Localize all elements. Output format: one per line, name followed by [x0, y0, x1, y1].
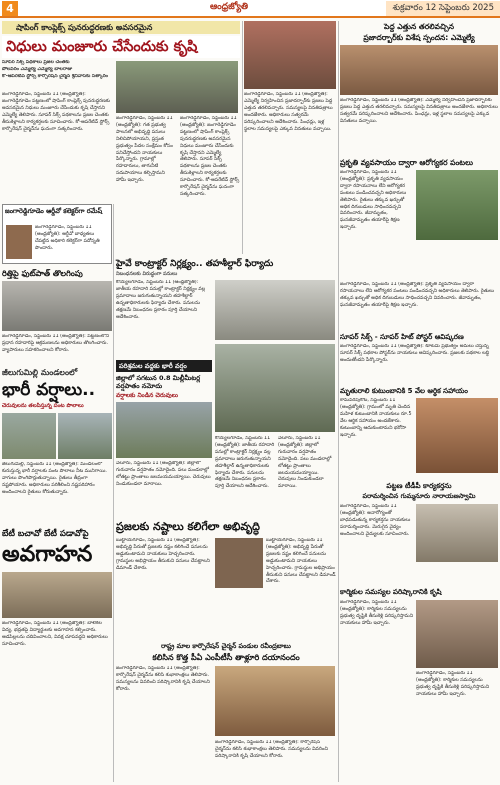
highway-sub: నిబంధనలకు విరుద్ధంగా పనులు — [116, 271, 178, 277]
shopping-kicker-banner — [2, 21, 240, 34]
shopping-kicker: షాపింగ్ కాంప్లెక్స్ పునరుద్ధరణకు అవసరమైన — [16, 23, 153, 32]
shopping-bullets — [2, 60, 112, 88]
shopping-body: జంగారెడ్డిగూడెం, సెప్టెంబరు 11 (ఆంధ్రజ్యోతి): జంగారెడ్డిగూడెం పట్టణంలో షాపింగ్ కాంప్లెక్స్ పునరుద్ధరణకు అవసరమైన నిధులు మంజూరు చేసేందుకు కృషి చేస్తానని ఎమ్మెల్యే తెలిపారు. సూపర్ సిక్స్ పథకాలను ప్రజల చెంతకు తీసుకెళ్లాలని కార్యకర్తలకు సూచించారు. కో-ఆపరేటివ్ స్టోర్స్ కార్పొరేషన్ చైర్మన్‌ను ఘనంగా సత్కరించారు. — [2, 92, 111, 132]
mla-photo — [340, 45, 498, 95]
rains-photo-1 — [2, 413, 56, 459]
bc-corp-kicker: రాష్ట్ర మాల కార్పొరేషన్ చైర్మన్ పండుల రవీంద్రబాబు — [161, 642, 291, 650]
supersix-body: జంగారెడ్డిగూడెం, సెప్టెంబరు 11 (ఆంధ్రజ్యోతి): కూటమి ప్రభుత్వం అమలు చేస్తున్న సూపర్ సిక్స్ పథకాల పోస్టర్‌ను నాయకులు ఆవిష్కరించారు. ప్రజలకు పథకాల లబ్ధి అందుతోందని పేర్కొన్నారు. — [340, 344, 490, 363]
page-header — [0, 0, 500, 18]
rainfall-headline: జిల్లాలో సగటున 0.8 మిల్లీమీటర్ల వర్షపాతం నమోదు — [116, 374, 201, 390]
bc-corp-headline: కలిసిన కొత్త పీఏ ఎంపీటీసీ తాళ్లూరి దయానందం — [152, 653, 300, 662]
highway-photo — [215, 280, 335, 340]
mla-body: జంగారెడ్డిగూడెం, సెప్టెంబరు 11 (ఆంధ్రజ్యోతి): ఎమ్మెల్యే నిర్వహించిన ప్రజాదర్బార్‌కు ప్రజలు పెద్ద ఎత్తున తరలివచ్చారు. సమస్యలపై వినతిపత్రాలు అందజేశారు. అధికారులు సత్వరమే పరిష్కరించాలని ఆదేశించారు. పింఛన్లు, ఇళ్ల స్థలాల సమస్యలపై ఎక్కువ వినతులు వచ్చాయి. — [340, 98, 498, 124]
highway-body: కొయ్యలగూడెం, సెప్టెంబరు 11 (ఆంధ్రజ్యోతి): జాతీయ రహదారి పనుల్లో కాంట్రాక్టర్ నిర్లక్ష్యం వల్ల ప్రమాదాలు జరుగుతున్నాయని తహశీల్దార్ ఉన్నతాధికారులకు ఫిర్యాదు చేశారు. పనులను తక్షణమే నిబంధనల ప్రకారం పూర్తి చేయాలని ఆదేశించారు. — [116, 280, 206, 320]
column-rule — [242, 21, 243, 254]
mla-body-left: జంగారెడ్డిగూడెం, సెప్టెంబరు 11 (ఆంధ్రజ్యోతి): ఎమ్మెల్యే నిర్వహించిన ప్రజాదర్బార్‌కు ప్రజలు పెద్ద ఎత్తున తరలివచ్చారు. సమస్యలపై వినతిపత్రాలు అందజేశారు. అధికారులు సత్వరమే పరిష్కరించాలని ఆదేశించారు. పింఛన్లు, ఇళ్ల స్థలాల సమస్యలపై ఎక్కువ వినతులు వచ్చాయి. — [244, 92, 333, 132]
development-body: బుట్టాయగూడెం, సెప్టెంబరు 11 (ఆంధ్రజ్యోతి): అభివృద్ధి పేరుతో ప్రజలకు నష్టం కలిగించే పనులను అడ్డుకుంటామని నాయకులు హెచ్చరించారు. గ్రామస్థుల అభిప్రాయం తీసుకుని పనులు చేపట్టాలని డిమాండ్ చేశారు. — [116, 538, 210, 571]
shopping-body-cont: జంగారెడ్డిగూడెం, సెప్టెంబరు 11 (ఆంధ్రజ్యోతి): జంగారెడ్డిగూడెం పట్టణంలో షాపింగ్ కాంప్లెక్స్ పునరుద్ధరణకు అవసరమైన నిధులు మంజూరు చేసేందుకు కృషి చేస్తానని ఎమ్మెల్యే తెలిపారు. సూపర్ సిక్స్ పథకాలను ప్రజల చెంతకు తీసుకెళ్లాలని కార్యకర్తలకు సూచించారు. కో-ఆపరేటివ్ స్టోర్స్ కార్పొరేషన్ చైర్మన్‌ను ఘనంగా సత్కరించారు. — [180, 116, 240, 197]
rains-sub: చెరువులను తలపిస్తున్న పంట పొలాలు — [2, 403, 84, 409]
rains-kicker: జీలుగుమిల్లి మండలంలో — [2, 368, 78, 377]
rythu-body: జంగారెడ్డిగూడెం, సెప్టెంబరు 11 (ఆంధ్రజ్యోతి): పట్టణంలోని ప్రధాన రహదారిపై ఆక్రమణలను అధికారులు తొలగించారు. వ్యాపారులు సహకరించాలని కోరారు. — [2, 334, 110, 353]
rains-photo-2 — [58, 413, 112, 459]
beti-photo — [2, 572, 112, 618]
highway-body-cont: కొయ్యలగూడెం, సెప్టెంబరు 11 (ఆంధ్రజ్యోతి): జాతీయ రహదారి పనుల్లో కాంట్రాక్టర్ నిర్లక్ష్యం వల్ల ప్రమాదాలు జరుగుతున్నాయని తహశీల్దార్ ఉన్నతాధికారులకు ఫిర్యాదు చేశారు. పనులను తక్షణమే నిబంధనల ప్రకారం పూర్తి చేయాలని ఆదేశించారు. — [215, 436, 275, 490]
column-rule — [113, 204, 114, 782]
farming-body: జంగారెడ్డిగూడెం, సెప్టెంబరు 11 (ఆంధ్రజ్యోతి): ప్రకృతి వ్యవసాయం ద్వారా రసాయనాలు లేని ఆరోగ్యకర పంటలు పండించవచ్చని అధికారులు తెలిపారు. రైతులు తక్కువ ఖర్చుతో అధిక దిగుబడులు సాధించవచ్చని వివరించారు. జీవామృతం, ఘనజీవామృతం తయారీపై శిక్షణ ఇచ్చారు. — [340, 170, 407, 231]
bullet-item: సూపర్ సిక్స్ పథకాలు ప్రజల చెంతకు — [2, 60, 70, 65]
development-headline: ప్రజలకు నష్టాలు కలిగేలా అభివృద్ధి — [116, 520, 260, 533]
rainfall-photo — [116, 402, 212, 458]
workers-photo — [416, 600, 498, 668]
bullet-item: పోలవరం ఎమ్మెల్యే ఎమ్మెల్యే బాలరాజు — [2, 66, 73, 72]
supersix-headline: సూపర్ సిక్స్ - సూపర్ హిట్ పోస్టర్ ఆవిష్కరణ — [340, 333, 464, 341]
rainfall-body: ఏలూరు, సెప్టెంబరు 11 (ఆంధ్రజ్యోతి): జిల్లాలో గురువారం వర్షపాతం నమోదైంది. పలు మండలాల్లో లోతట్టు ప్రాంతాలు జలమయమయ్యాయి. చెరువులు నిండుకుండలా మారాయి. — [116, 461, 211, 487]
mla-headline: ప్రజాదర్బార్‌కు విశేష స్పందన: ఎమ్మెల్యే — [363, 33, 475, 42]
ruling-body: జంగారెడ్డిగూడెం, సెప్టెంబరు 11 (ఆంధ్రజ్యోతి): గత ప్రభుత్వ పాలనలో అభివృద్ధి పనులు నిలిచిపోయాయని, ప్రస్తుత ప్రభుత్వం పేదల సంక్షేమం కోసం పనిచేస్తోందని నాయకులు పేర్కొన్నారు. గ్రామాల్లో రహదారులు, తాగునీటి సదుపాయాలు కల్పిస్తామని హామీ ఇచ్చారు. — [116, 116, 173, 184]
development-photo — [215, 538, 263, 588]
mla-photo-top — [244, 21, 336, 89]
farming-body-cont: జంగారెడ్డిగూడెం, సెప్టెంబరు 11 (ఆంధ్రజ్యోతి): ప్రకృతి వ్యవసాయం ద్వారా రసాయనాలు లేని ఆరోగ్యకర పంటలు పండించవచ్చని అధికారులు తెలిపారు. రైతులు తక్కువ ఖర్చుతో అధిక దిగుబడులు సాధించవచ్చని వివరించారు. జీవామృతం, ఘనజీవామృతం తయారీపై శిక్షణ ఇచ్చారు. — [340, 282, 495, 308]
beti-body: జంగారెడ్డిగూడెం, సెప్టెంబరు 11 (ఆంధ్రజ్యోతి): బాలికల విద్య, భద్రతపై విద్యార్థులకు అవగాహన కల్పించారు. ఆడపిల్లలను చదివించాలని, వివక్ష చూపవద్దని అధికారులు సూచించారు. — [2, 621, 108, 647]
issue-date: శుక్రవారం 12 సెప్టెంబరు 2025 — [386, 1, 500, 16]
collector-box — [2, 204, 112, 264]
bc-corp-photo — [215, 666, 335, 736]
shopping-photo — [116, 61, 238, 113]
workers-headline: కార్మికుల సమస్యల పరిష్కారానికి కృషి — [340, 588, 442, 596]
rythu-photo — [2, 281, 112, 331]
tdp-kicker: పట్టణ టీడీపీ కార్యకర్తను — [386, 482, 452, 490]
rainfall-kicker-band — [116, 360, 212, 372]
beti-kicker: బేటీ బచావో బేటీ పడావోపై — [2, 529, 89, 539]
shopping-headline: నిధులు మంజూరు చేసేందుకు కృషి — [2, 36, 240, 58]
family-headline: మృతురాలి కుటుంబానికి 5 వేల ఆర్థిక సహాయం — [340, 387, 468, 395]
rythu-headline: రిత్తిపై ఫుట్‌పాత్ తొలగింపు — [2, 269, 83, 278]
tdp-body: జంగారెడ్డిగూడెం, సెప్టెంబరు 11 (ఆంధ్రజ్యోతి): అనారోగ్యంతో బాధపడుతున్న కార్యకర్తను నాయకులు పరామర్శించారు. మెరుగైన వైద్యం అందించాలని వైద్యులకు సూచించారు. — [340, 504, 411, 537]
family-body: కామవరపుకోట, సెప్టెంబరు 11 (ఆంధ్రజ్యోతి): గ్రామంలో మృతి చెందిన మహిళ కుటుంబానికి నాయకులు రూ.5 వేల ఆర్థిక సహాయం అందజేశారు. కుటుంబాన్ని ఆదుకుంటామని భరోసా ఇచ్చారు. — [340, 398, 412, 438]
rainfall-kicker: పరిశ్రమల వద్దకు భారీ వర్షం — [119, 362, 187, 370]
family-photo — [416, 398, 498, 473]
collector-headline: జంగారెడ్డిగూడెం ఆర్డీవో కలెక్టర్‌గా రమేష్ — [5, 207, 103, 215]
column-rule — [338, 21, 339, 782]
bullet-item: కో-ఆపరేటివ్ స్టోర్స్ కార్పొరేషన్ చైర్మన్ శ్రీనివాస్‌కు సత్కారం — [2, 73, 108, 79]
workers-body: జంగారెడ్డిగూడెం, సెప్టెంబరు 11 (ఆంధ్రజ్యోతి): కార్మికుల సమస్యలను ప్రభుత్వ దృష్టికి తీసుకెళ్లి పరిష్కరిస్తామని నాయకులు హామీ ఇచ్చారు. — [340, 600, 414, 626]
beti-headline: అవగాహన — [2, 542, 93, 567]
farming-photo — [416, 170, 498, 240]
mla-kicker: పెద్ద ఎత్తున తరలివచ్చిన — [383, 22, 454, 31]
tdp-photo — [416, 504, 498, 562]
paper-name: ఆంధ్రజ్యోతి — [210, 2, 249, 12]
bc-corp-body-cont: జంగారెడ్డిగూడెం, సెప్టెంబరు 11 (ఆంధ్రజ్యోతి): కార్పొరేషన్ చైర్మన్‌ను కలిసి శుభాకాంక్షలు తెలిపారు. సమస్యలను వివరించి పరిష్కారానికి కృషి చేయాలని కోరారు. — [215, 740, 328, 759]
farming-headline: ప్రకృతి వ్యవసాయం ద్వారా ఆరోగ్యకర పంటలు — [340, 158, 473, 167]
highway-headline: హైవే కాంట్రాక్టర్ నిర్లక్ష్యం.. తహశీల్దార్ ఫిర్యాదు — [116, 259, 274, 269]
rainfall-sub: వర్షాలకు నిండిన చెరువులు — [116, 392, 178, 399]
development-body-cont: బుట్టాయగూడెం, సెప్టెంబరు 11 (ఆంధ్రజ్యోతి): అభివృద్ధి పేరుతో ప్రజలకు నష్టం కలిగించే పనులను అడ్డుకుంటామని నాయకులు హెచ్చరించారు. గ్రామస్థుల అభిప్రాయం తీసుకుని పనులు చేపట్టాలని డిమాండ్ చేశారు. — [266, 538, 336, 585]
page-number: 4 — [2, 1, 18, 16]
tdp-headline: పరామర్శించిన గుమ్మనూరు నారాయణస్వామి — [362, 492, 476, 500]
collector-photo — [6, 225, 32, 259]
bc-corp-body: జంగారెడ్డిగూడెం, సెప్టెంబరు 11 (ఆంధ్రజ్యోతి): కార్పొరేషన్ చైర్మన్‌ను కలిసి శుభాకాంక్షలు తెలిపారు. సమస్యలను వివరించి పరిష్కారానికి కృషి చేయాలని కోరారు. — [116, 666, 210, 692]
collector-body: జంగారెడ్డిగూడెం, సెప్టెంబరు 11 (ఆంధ్రజ్యోతి): ఆర్డీవో బాధ్యతలు చేపట్టిన అధికారి కలెక్టర్‌గా పదోన్నతి పొందారు. — [35, 225, 100, 251]
flood-photo — [215, 344, 335, 432]
workers-body-cont: జంగారెడ్డిగూడెం, సెప్టెంబరు 11 (ఆంధ్రజ్యోతి): కార్మికుల సమస్యలను ప్రభుత్వ దృష్టికి తీసుకెళ్లి పరిష్కరిస్తామని నాయకులు హామీ ఇచ్చారు. — [416, 671, 490, 697]
rains-body: జీలుగుమిల్లి, సెప్టెంబరు 11 (ఆంధ్రజ్యోతి): మండలంలో కురుస్తున్న భారీ వర్షాలకు పంట పొలాలు నీట మునిగాయి. వాగులు పొంగిపొర్లుతున్నాయి. రైతులు తీవ్రంగా నష్టపోయారు. అధికారులు పరిశీలించి నష్టపరిహారం అందించాలని రైతులు కోరుతున్నారు. — [2, 462, 107, 495]
rains-headline: భారీ వర్షాలు.. — [2, 380, 96, 400]
rainfall-body-cont: ఏలూరు, సెప్టెంబరు 11 (ఆంధ్రజ్యోతి): జిల్లాలో గురువారం వర్షపాతం నమోదైంది. పలు మండలాల్లో లోతట్టు ప్రాంతాలు జలమయమయ్యాయి. చెరువులు నిండుకుండలా మారాయి. — [278, 436, 332, 490]
